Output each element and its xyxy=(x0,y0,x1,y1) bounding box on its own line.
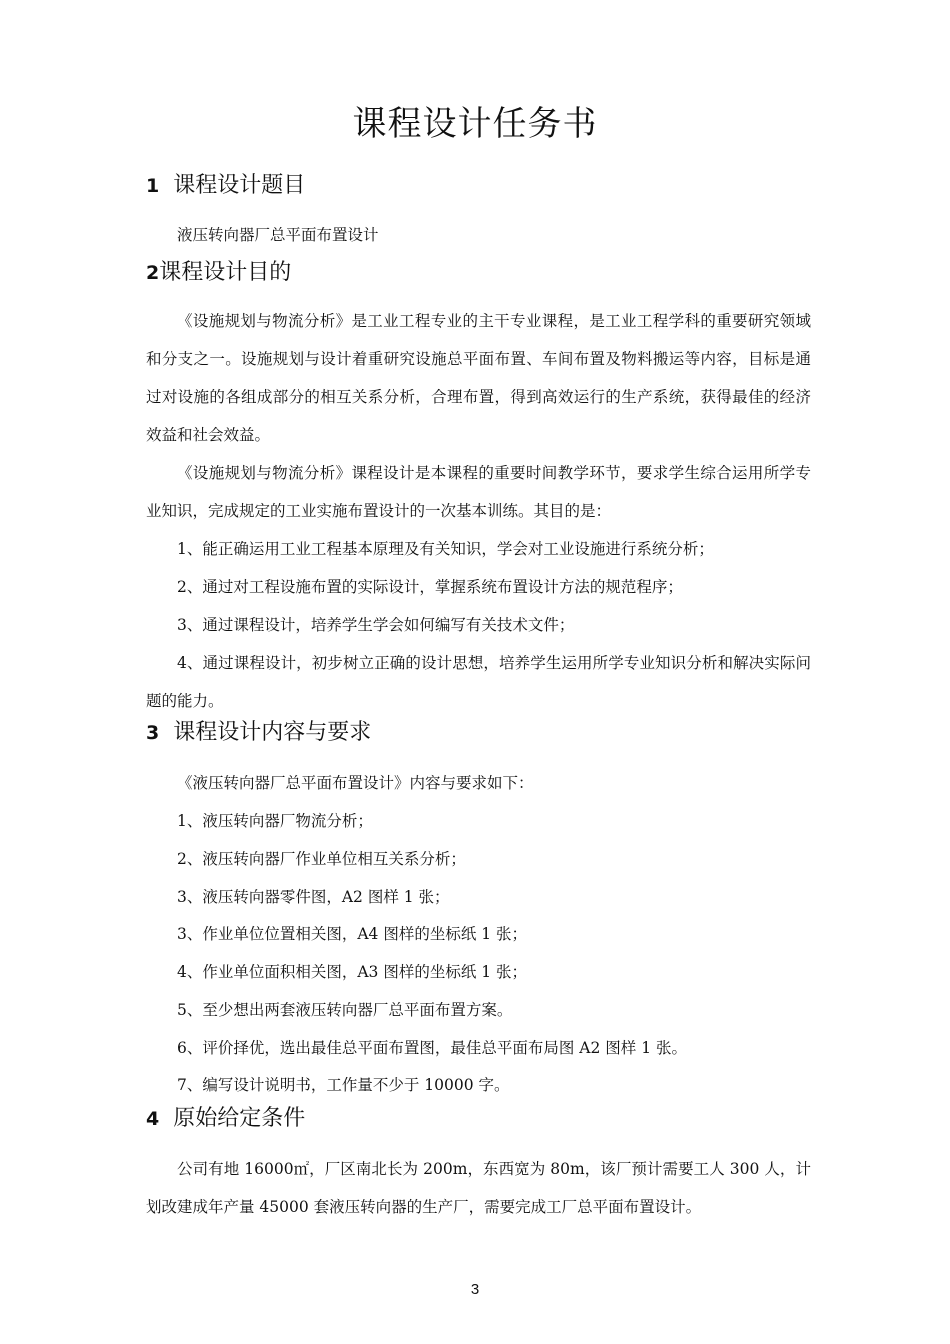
section-number: 2 xyxy=(146,262,160,284)
section-4-paragraph: 公司有地 16000㎡，厂区南北长为 200m，东西宽为 80m，该厂预计需要工人 300 人，计划改建成年产量 45000 套液压转向器的生产厂，需要完成工厂总平面布置设计。 xyxy=(146,1160,811,1216)
section-3-list-item: 6、评价择优，选出最佳总平面布置图，最佳总平面布局图 A2 图样 1 张。 xyxy=(177,1039,687,1057)
section-3-list-item: 2、液压转向器厂作业单位相互关系分析； xyxy=(177,850,466,868)
section-1-heading xyxy=(146,171,305,201)
section-title: 课程设计题目 xyxy=(173,173,306,198)
section-2-list-item: 2、通过对工程设施布置的实际设计，掌握系统布置设计方法的规范程序； xyxy=(177,578,683,596)
section-2-list-item: 4、通过课程设计，初步树立正确的设计思想，培养学生运用所学专业知识分析和解决实际问题的能力。 xyxy=(146,654,811,710)
section-2-list-item: 3、通过课程设计，培养学生学会如何编写有关技术文件； xyxy=(177,616,575,634)
section-2-heading xyxy=(146,258,291,288)
section-number: 1 xyxy=(146,175,160,197)
section-3-paragraph: 《液压转向器厂总平面布置设计》内容与要求如下： xyxy=(177,774,534,792)
section-title: 原始给定条件 xyxy=(173,1106,306,1131)
section-3-list-item: 4、作业单位面积相关图，A3 图样的坐标纸 1 张； xyxy=(177,963,528,981)
section-title: 课程设计内容与要求 xyxy=(173,720,372,745)
section-3-list-item: 3、液压转向器零件图，A2 图样 1 张； xyxy=(177,888,450,906)
section-3-list-item: 3、作业单位位置相关图，A4 图样的坐标纸 1 张； xyxy=(177,925,528,943)
section-3-list-item: 5、至少想出两套液压转向器厂总平面布置方案。 xyxy=(177,1001,513,1019)
section-title: 课程设计目的 xyxy=(159,260,292,285)
section-1-paragraph: 液压转向器厂总平面布置设计 xyxy=(177,226,379,244)
section-2-list-item: 1、能正确运用工业工程基本原理及有关知识，学会对工业设施进行系统分析； xyxy=(177,540,714,558)
document-title: 课程设计任务书 xyxy=(352,104,598,144)
section-4-heading xyxy=(146,1104,305,1134)
section-number: 3 xyxy=(146,722,160,744)
section-3-heading xyxy=(146,718,371,748)
section-2-paragraph: 《设施规划与物流分析》是工业工程专业的主干专业课程，是工业工程学科的重要研究领域和分支之一。设施规划与设计着重研究设施总平面布置、车间布置及物料搬运等内容，目标是通过对设施的各组成部分的相互关系分析，合理布置，得到高效运行的生产系统，获得最佳的经济效益和社会效益。 xyxy=(146,312,811,444)
section-3-list-item: 1、液压转向器厂物流分析； xyxy=(177,812,373,830)
section-2-paragraph: 《设施规划与物流分析》课程设计是本课程的重要时间教学环节，要求学生综合运用所学专业知识，完成规定的工业实施布置设计的一次基本训练。其目的是： xyxy=(146,464,811,520)
page-number: 3 xyxy=(470,1281,480,1298)
section-number: 4 xyxy=(146,1108,160,1130)
section-3-list-item: 7、编写设计说明书，工作量不少于 10000 字。 xyxy=(177,1076,510,1094)
